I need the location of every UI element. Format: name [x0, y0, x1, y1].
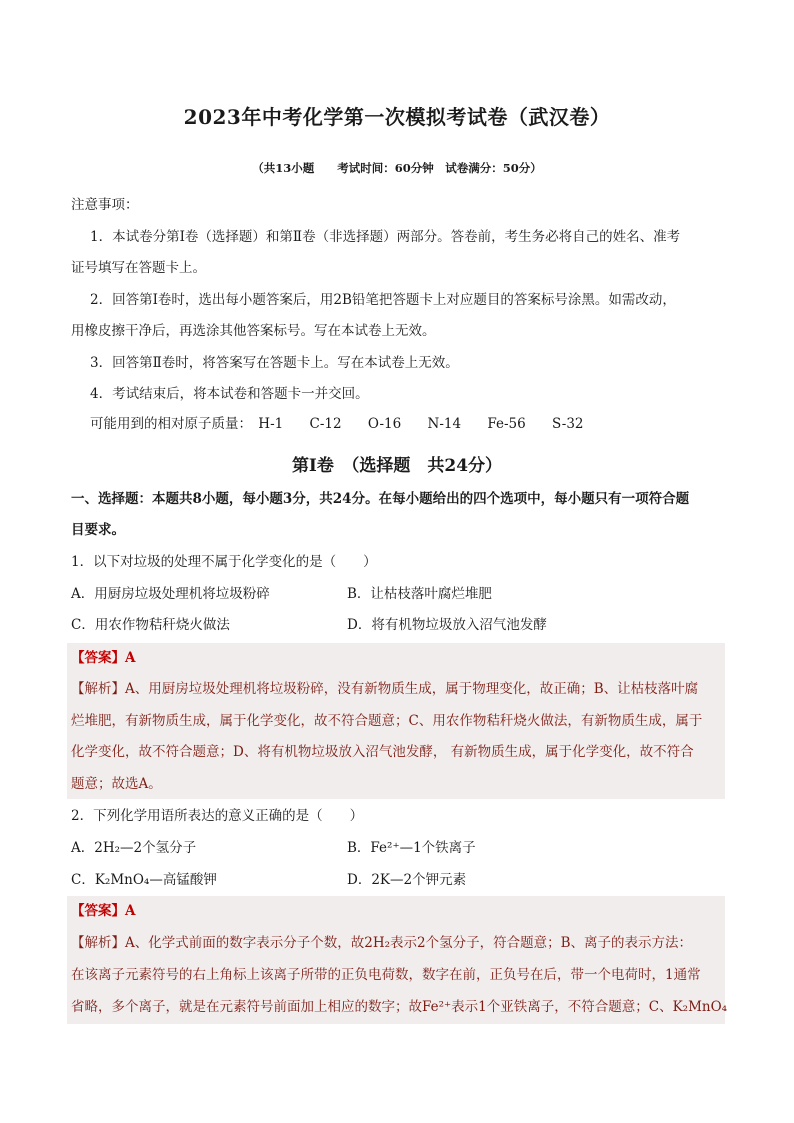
option-b: B．让枯枝落叶腐烂堆肥 — [347, 586, 492, 602]
atomic-mass: O-16 — [367, 416, 402, 432]
option-c: C．K₂MnO₄—高锰酸钾 — [71, 872, 217, 888]
option-d: D．2K—2个钾元素 — [347, 872, 467, 888]
atomic-mass-label: 可能用到的相对原子质量： — [90, 416, 252, 432]
explanation-line: 在该离子元素符号的右上角标上该离子所带的正负电荷数，数字在前，正负号在后，带一个电荷时，1通常 — [71, 967, 701, 983]
notice-item: 2．回答第Ⅰ卷时，选出每小题答案后，用2B铅笔把答题卡上对应题目的答案标号涂黑。如需改动， — [90, 292, 676, 308]
explanation-line: 【解析】A、用厨房垃圾处理机将垃圾粉碎，没有新物质生成，属于物理变化，故正确；B、让枯枝落叶腐 — [71, 681, 699, 697]
explanation-line: 省略，多个离子，就是在元素符号前面加上相应的数字；故Fe²⁺表示1个亚铁离子，不符合题意；C、K₂MnO₄ — [71, 999, 728, 1015]
option-d: D．将有机物垃圾放入沼气池发酵 — [347, 617, 547, 633]
notice-item: 用橡皮擦干净后，再选涂其他答案标号。写在本试卷上无效。 — [71, 323, 436, 339]
explanation-line: 化学变化，故不符合题意；D、将有机物垃圾放入沼气池发酵， 有新物质生成，属于化学变化，故不符合 — [71, 744, 694, 760]
atomic-mass-line — [90, 414, 606, 434]
notice-item: 4．考试结束后，将本试卷和答题卡一并交回。 — [90, 386, 369, 402]
section-title: 第Ⅰ卷 （选择题 共24分） — [291, 456, 503, 476]
section-intro: 一、选择题：本题共8小题，每小题3分，共24分。在每小题给出的四个选项中，每小题只有一项符合题 — [71, 491, 690, 507]
option-b: B．Fe²⁺—1个铁离子 — [347, 840, 476, 856]
option-a: A．2H₂—2个氢分子 — [71, 840, 197, 856]
section-intro: 目要求。 — [71, 522, 125, 538]
explanation-line: 烂堆肥，有新物质生成，属于化学变化，故不符合题意；C、用农作物秸秆烧火做法，有新物质生成，属于 — [71, 713, 703, 729]
notice-item: 1．本试卷分第Ⅰ卷（选择题）和第Ⅱ卷（非选择题）两部分。答卷前，考生务必将自己的姓名、准考 — [90, 229, 681, 245]
atomic-mass: Fe-56 — [487, 416, 526, 432]
answer: 【答案】A — [71, 650, 136, 666]
atomic-mass: C-12 — [309, 416, 342, 432]
page-title: 2023年中考化学第一次模拟考试卷（武汉卷） — [183, 105, 611, 129]
option-c: C．用农作物秸秆烧火做法 — [71, 617, 230, 633]
answer: 【答案】A — [71, 903, 136, 919]
atomic-mass: N-14 — [427, 416, 462, 432]
option-a: A．用厨房垃圾处理机将垃圾粉碎 — [71, 586, 270, 602]
atomic-mass: H-1 — [258, 416, 284, 432]
explanation-line: 【解析】A、化学式前面的数字表示分子个数，故2H₂表示2个氢分子，符合题意；B、离子的表示方法： — [71, 935, 693, 951]
exam-info: （共13小题 考试时间：60分钟 试卷满分：50分） — [252, 161, 542, 175]
atomic-mass: S-32 — [552, 416, 584, 432]
explanation-line: 题意；故选A。 — [71, 776, 162, 792]
notice-heading: 注意事项： — [71, 197, 139, 213]
question-stem: 2．下列化学用语所表达的意义正确的是（ ） — [71, 808, 364, 824]
notice-item: 证号填写在答题卡上。 — [71, 260, 206, 276]
notice-item: 3．回答第Ⅱ卷时，将答案写在答题卡上。写在本试卷上无效。 — [90, 355, 459, 371]
question-stem: 1．以下对垃圾的处理不属于化学变化的是（ ） — [71, 554, 377, 570]
